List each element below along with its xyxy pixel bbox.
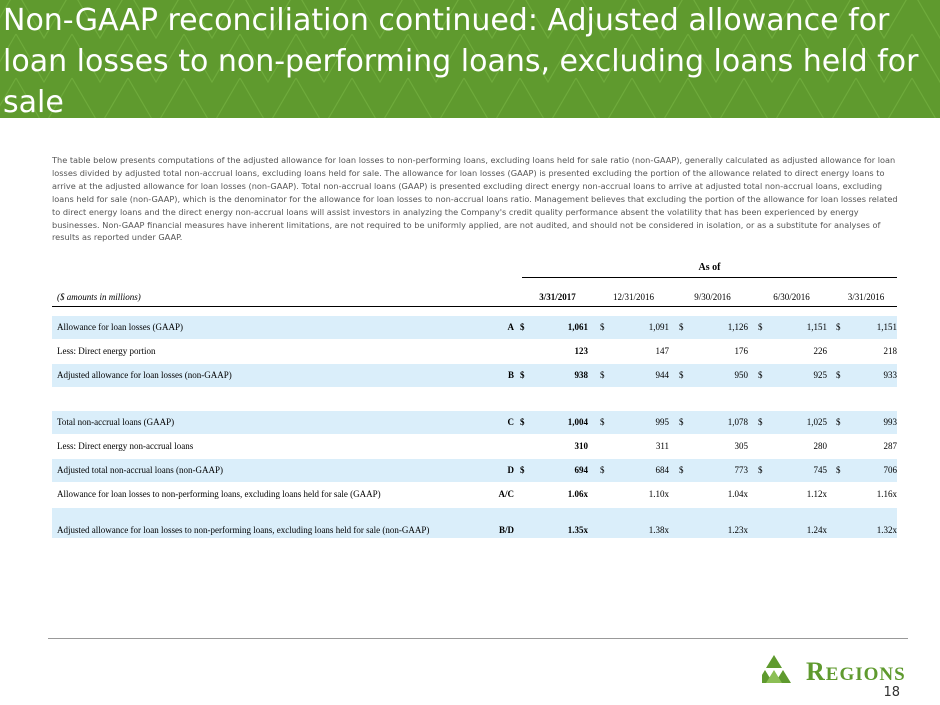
regions-logo-wordmark: REGIONS xyxy=(806,657,906,686)
cell-value: 280 xyxy=(813,441,827,451)
column-header: 6/30/2016 xyxy=(773,292,810,302)
cell-value: 305 xyxy=(734,441,748,451)
row-reference: B/D xyxy=(498,525,514,535)
cell-value: 944 xyxy=(655,370,669,380)
cell-value: 938 xyxy=(574,370,588,380)
cell-value: 1.32x xyxy=(876,525,897,535)
footer-divider xyxy=(48,638,908,639)
currency-symbol: $ xyxy=(758,417,763,427)
cell-value: 1.16x xyxy=(876,489,897,499)
cell-value: 147 xyxy=(655,346,669,356)
cell-value: 1.23x xyxy=(727,525,748,535)
cell-value: 950 xyxy=(734,370,748,380)
as-of-header: As of xyxy=(698,262,721,273)
table-row xyxy=(52,340,897,363)
row-label: Total non-accrual loans (GAAP) xyxy=(57,417,175,427)
cell-value: 218 xyxy=(883,346,897,356)
currency-symbol: $ xyxy=(679,465,684,475)
title-banner xyxy=(0,0,940,118)
table-row xyxy=(52,411,897,434)
row-reference: C xyxy=(507,417,514,427)
cell-value: 993 xyxy=(883,417,897,427)
table-row xyxy=(52,483,897,506)
cell-value: 773 xyxy=(734,465,748,475)
as-of-underline xyxy=(522,277,897,278)
cell-value: 706 xyxy=(883,465,897,475)
cell-value: 745 xyxy=(813,465,827,475)
row-label: Allowance for loan losses (GAAP) xyxy=(57,322,183,332)
cell-value: 176 xyxy=(734,346,748,356)
cell-value: 1,004 xyxy=(567,417,588,427)
table-row xyxy=(52,316,897,339)
cell-value: 1,151 xyxy=(806,322,827,332)
cell-value: 1,091 xyxy=(648,322,669,332)
row-reference: A/C xyxy=(498,489,514,499)
currency-symbol: $ xyxy=(520,322,525,332)
table-row xyxy=(52,364,897,387)
row-label: Less: Direct energy portion xyxy=(57,346,156,356)
column-header: 3/31/2017 xyxy=(539,292,576,302)
table-row xyxy=(52,459,897,482)
cell-value: 1.04x xyxy=(727,489,748,499)
row-reference: A xyxy=(507,322,514,332)
cell-value: 1,151 xyxy=(876,322,897,332)
cell-value: 1.06x xyxy=(567,489,588,499)
page-number: 18 xyxy=(883,685,900,700)
cell-value: 1,025 xyxy=(806,417,827,427)
cell-value: 933 xyxy=(883,370,897,380)
row-reference: B xyxy=(507,370,514,380)
cell-value: 925 xyxy=(813,370,827,380)
currency-symbol: $ xyxy=(600,370,605,380)
column-header: 9/30/2016 xyxy=(694,292,731,302)
cell-value: 1.35x xyxy=(567,525,588,535)
currency-symbol: $ xyxy=(836,465,841,475)
cell-value: 1.38x xyxy=(648,525,669,535)
currency-symbol: $ xyxy=(520,417,525,427)
units-label: ($ amounts in millions) xyxy=(57,292,141,302)
currency-symbol: $ xyxy=(758,370,763,380)
row-label: Less: Direct energy non-accrual loans xyxy=(57,441,194,451)
column-header: 3/31/2016 xyxy=(847,292,885,302)
cell-value: 123 xyxy=(574,346,588,356)
table-row xyxy=(52,435,897,458)
cell-value: 694 xyxy=(574,465,588,475)
row-label: Adjusted allowance for loan losses (non-GAAP) xyxy=(57,370,232,380)
cell-value: 1,061 xyxy=(567,322,588,332)
currency-symbol: $ xyxy=(758,465,763,475)
cell-value: 684 xyxy=(655,465,669,475)
currency-symbol: $ xyxy=(600,322,605,332)
cell-value: 287 xyxy=(883,441,897,451)
currency-symbol: $ xyxy=(836,322,841,332)
row-reference: D xyxy=(507,465,514,475)
cell-value: 1.12x xyxy=(806,489,827,499)
currency-symbol: $ xyxy=(520,370,525,380)
slide-title: Non-GAAP reconciliation continued: Adjusted allowance for loan losses to non-performing loans, excluding loans held for sale xyxy=(3,3,919,118)
currency-symbol: $ xyxy=(836,417,841,427)
cell-value: 226 xyxy=(813,346,827,356)
cell-value: 1,126 xyxy=(727,322,748,332)
row-label: Adjusted allowance for loan losses to non-performing loans, excluding loans held for sale (non-GAAP) xyxy=(57,525,430,535)
row-label: Allowance for loan losses to non-performing loans, excluding loans held for sale (GAAP) xyxy=(57,489,381,499)
currency-symbol: $ xyxy=(679,417,684,427)
currency-symbol: $ xyxy=(758,322,763,332)
column-header: 12/31/2016 xyxy=(612,292,654,302)
cell-value: 1.24x xyxy=(806,525,827,535)
currency-symbol: $ xyxy=(679,322,684,332)
cell-value: 995 xyxy=(655,417,669,427)
currency-symbol: $ xyxy=(520,465,525,475)
cell-value: 310 xyxy=(574,441,588,451)
cell-value: 311 xyxy=(655,441,669,451)
currency-symbol: $ xyxy=(600,465,605,475)
row-label: Adjusted total non-accrual loans (non-GAAP) xyxy=(57,465,223,475)
currency-symbol: $ xyxy=(836,370,841,380)
currency-symbol: $ xyxy=(679,370,684,380)
currency-symbol: $ xyxy=(600,417,605,427)
intro-paragraph: The table below presents computations of the adjusted allowance for loan losses to non-performing loans, excluding loans held for sale ratio (non-GAAP), generally calculated as adjusted allowance for loan losses divided by adjusted total non-accrual loans, excluding loans held for sale. The allowance for loan losses (GAAP) is presented excluding the portion of the allowance related to direct energy loans to arrive at the adjusted allowance for loan losses (non-GAAP). Total non-accrual loans (GAAP) is presented excluding direct energy non-accrual loans to arrive at adjusted total non-accrual loans, excluding loans held for sale (non-GAAP), which is the denominator for the allowance for loan losses to non-accrual loans ratio. Management believes that excluding the portion of the allowance for loan losses related to direct energy loans and the direct energy non-accrual loans will assist investors in analyzing the Company's credit quality performance absent the volatility that has been experienced by energy businesses. Non-GAAP financial measures have inherent limitations, are not required to be uniformly applied, are not audited, and should not be considered in isolation, or as a substitute for analyses of results as reported under GAAP. xyxy=(52,155,898,243)
cell-value: 1,078 xyxy=(727,417,748,427)
table-row xyxy=(52,508,897,538)
table-header-row xyxy=(52,292,897,307)
cell-value: 1.10x xyxy=(648,489,669,499)
